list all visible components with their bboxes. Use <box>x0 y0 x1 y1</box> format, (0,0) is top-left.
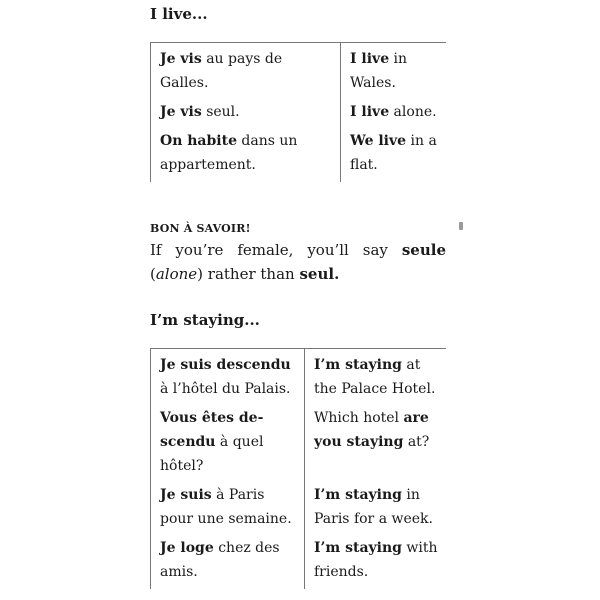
english-bold: I live <box>350 104 390 120</box>
english-text: alone. <box>389 104 437 120</box>
english-bold: We live <box>350 133 407 149</box>
tip-bold: seul. <box>299 265 340 283</box>
french-cell <box>151 129 341 182</box>
tip-body <box>150 238 446 286</box>
tip-text: ) rather than <box>197 265 300 283</box>
french-bold: Je suis <box>160 487 212 503</box>
french-cell <box>151 406 305 483</box>
french-cell <box>151 349 305 407</box>
english-bold: are you staying <box>314 410 429 450</box>
english-cell <box>305 349 447 407</box>
french-bold: Je vis <box>160 104 202 120</box>
table-row <box>151 483 447 536</box>
french-bold: Je suis descendu <box>160 357 291 373</box>
english-text: Which hotel <box>314 410 404 426</box>
table-row <box>151 100 447 129</box>
scroll-indicator[interactable] <box>459 222 463 230</box>
french-cell <box>151 100 341 129</box>
french-text: à Paris pour une semaine. <box>160 487 292 527</box>
tip-text: ( <box>150 265 156 283</box>
english-cell <box>341 43 447 101</box>
french-text: chez des amis. <box>160 540 280 580</box>
french-text: à quel hôtel? <box>160 434 264 474</box>
french-bold: Je loge <box>160 540 214 556</box>
french-bold: Je vis <box>160 51 202 67</box>
french-bold: On habite <box>160 133 237 149</box>
section-heading-live: I live... <box>150 5 208 23</box>
tip-bold: seule <box>401 241 446 259</box>
table-row <box>151 349 447 407</box>
table-row <box>151 43 447 101</box>
english-bold: I live <box>350 51 390 67</box>
french-cell <box>151 483 305 536</box>
english-cell <box>341 100 447 129</box>
phrase-table-live <box>150 42 446 182</box>
english-text: in Paris for a week. <box>314 487 433 527</box>
english-cell <box>305 406 447 483</box>
section-heading-staying: I’m staying... <box>150 311 260 329</box>
tip-title: BON À SAVOIR! <box>150 222 251 235</box>
english-bold: I’m staying <box>314 540 402 556</box>
english-cell <box>305 536 447 589</box>
english-cell <box>341 129 447 182</box>
table-row <box>151 129 447 182</box>
french-text: au pays de Galles. <box>160 51 283 91</box>
english-text: at? <box>403 434 430 450</box>
phrase-table-staying <box>150 348 446 589</box>
french-cell <box>151 43 341 101</box>
english-text: in Wales. <box>350 51 408 91</box>
table-row <box>151 406 447 483</box>
french-cell <box>151 536 305 589</box>
tip-italic: alone <box>155 265 198 283</box>
english-cell <box>305 483 447 536</box>
french-text: dans un appartement. <box>160 133 298 173</box>
table-row <box>151 536 447 589</box>
tip-text: If you’re female, you’ll say <box>150 241 402 259</box>
english-text: in a flat. <box>350 133 437 173</box>
english-text: with friends. <box>314 540 438 580</box>
french-text: à l’hôtel du Palais. <box>160 381 291 397</box>
french-bold: Vous êtes de-scendu <box>160 410 264 450</box>
french-text: seul. <box>201 104 240 120</box>
english-text: at the Palace Hotel. <box>314 357 436 397</box>
english-bold: I’m staying <box>314 487 402 503</box>
english-bold: I’m staying <box>314 357 402 373</box>
